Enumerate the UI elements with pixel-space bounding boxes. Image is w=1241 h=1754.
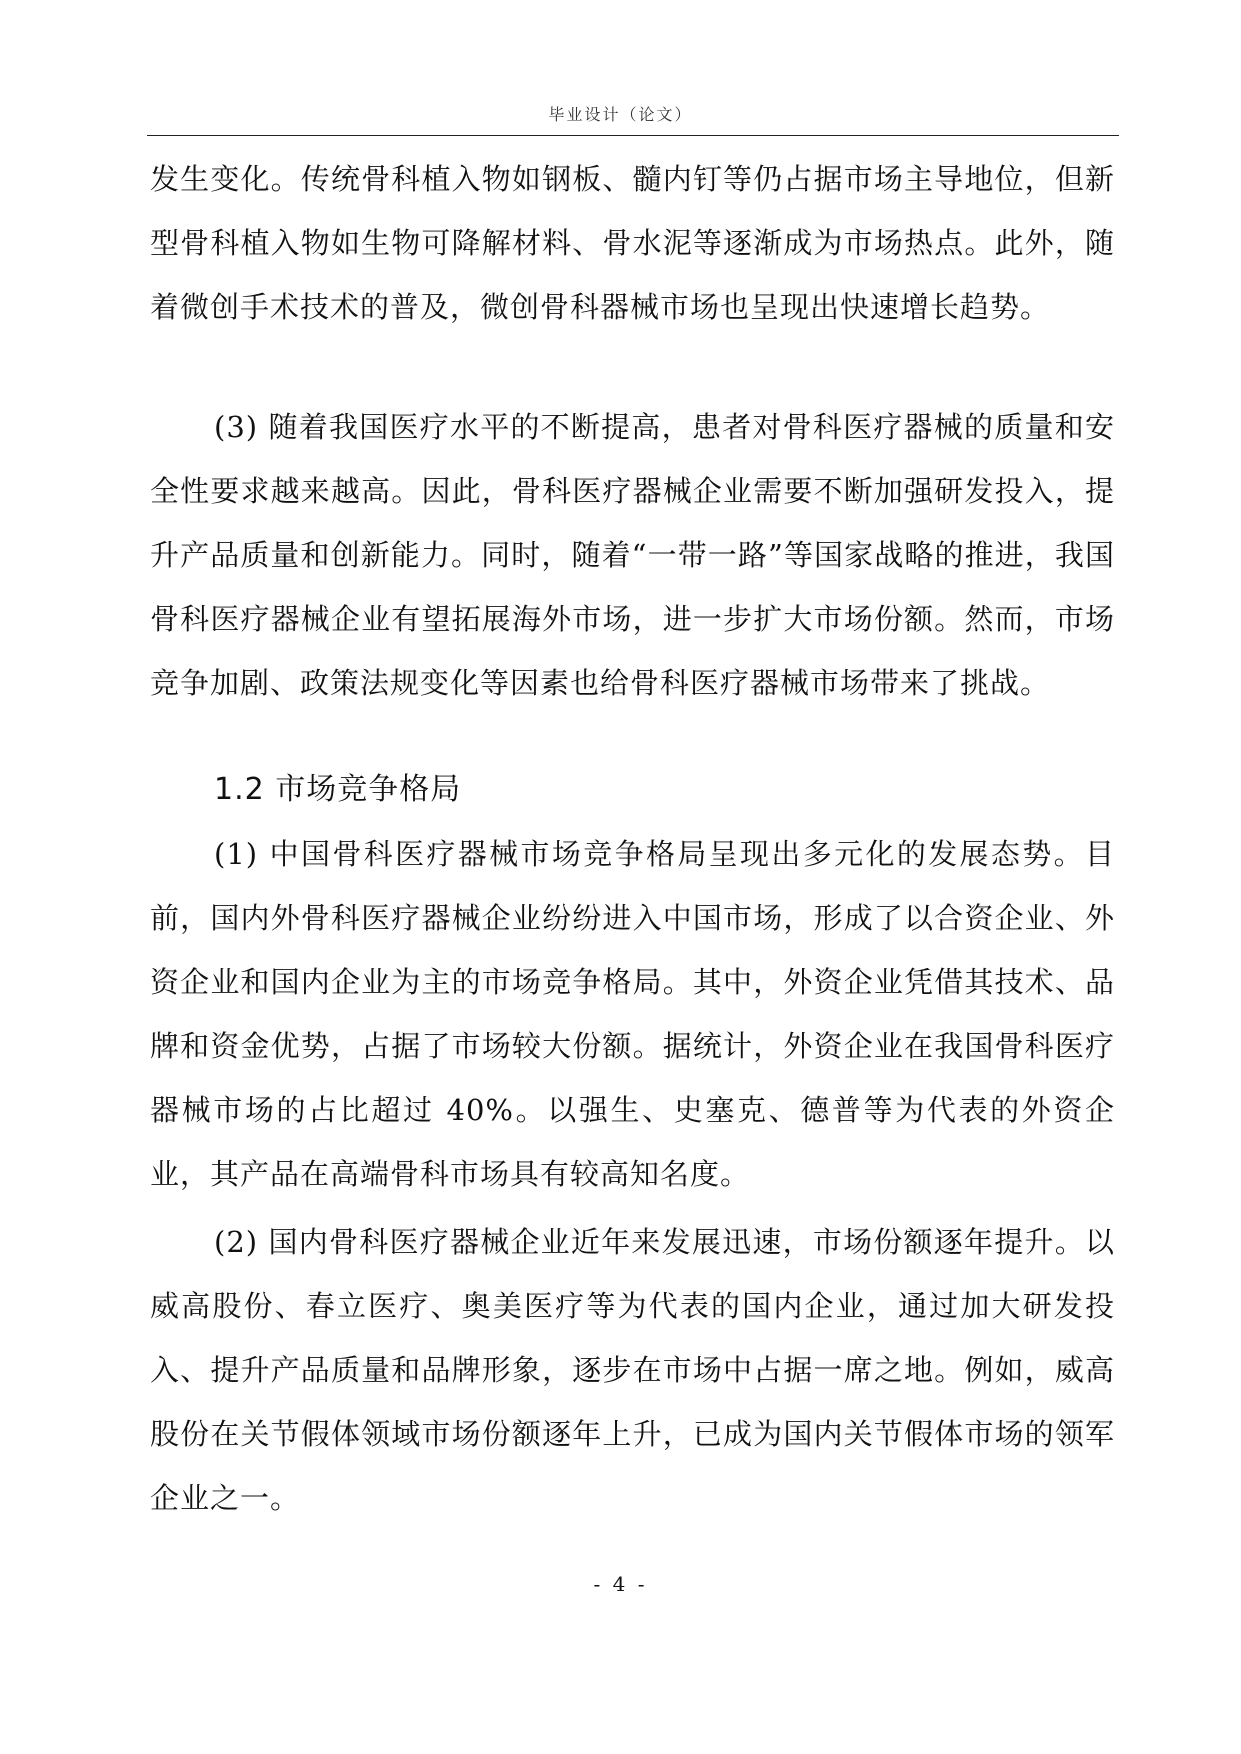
section-heading: 1.2 市场竞争格局 bbox=[214, 772, 462, 807]
paragraph-competition-item-2: (2) 国内骨科医疗器械企业近年来发展迅速，市场份额逐年提升。以威高股份、春立医疗、奥美医疗等为代表的国内企业，通过加大研发投入、提升产品质量和品牌形象，逐步在市场中占据一席之地。例如，威高股份在关节假体领域市场份额逐年上升，已成为国内关节假体市场的领军企业之一。 bbox=[150, 1225, 1115, 1515]
page-number: - 4 - bbox=[593, 1572, 648, 1596]
header-divider bbox=[147, 135, 1119, 136]
paragraph-continuation: 发生变化。传统骨科植入物如钢板、髓内钉等仍占据市场主导地位，但新型骨科植入物如生物可降解材料、骨水泥等逐渐成为市场热点。此外，随着微创手术技术的普及，微创骨科器械市场也呈现出快速增长趋势。 bbox=[150, 162, 1115, 324]
page-header-title: 毕业设计（论文） bbox=[548, 105, 693, 124]
paragraph-competition-item-1: (1) 中国骨科医疗器械市场竞争格局呈现出多元化的发展态势。目前，国内外骨科医疗器械企业纷纷进入中国市场，形成了以合资企业、外资企业和国内企业为主的市场竞争格局。其中，外资企业凭借其技术、品牌和资金优势，占据了市场较大份额。据统计，外资企业在我国骨科医疗器械市场的占比超过 40%。以强生、史塞克、德普等为代表的外资企业，其产品在高端骨科市场具有较高知名度。 bbox=[150, 837, 1115, 1191]
paragraph-item-3: (3) 随着我国医疗水平的不断提高，患者对骨科医疗器械的质量和安全性要求越来越高。因此，骨科医疗器械企业需要不断加强研发投入，提升产品质量和创新能力。同时，随着“一带一路”等国家战略的推进，我国骨科医疗器械企业有望拓展海外市场，进一步扩大市场份额。然而，市场竞争加剧、政策法规变化等因素也给骨科医疗器械市场带来了挑战。 bbox=[150, 410, 1115, 700]
